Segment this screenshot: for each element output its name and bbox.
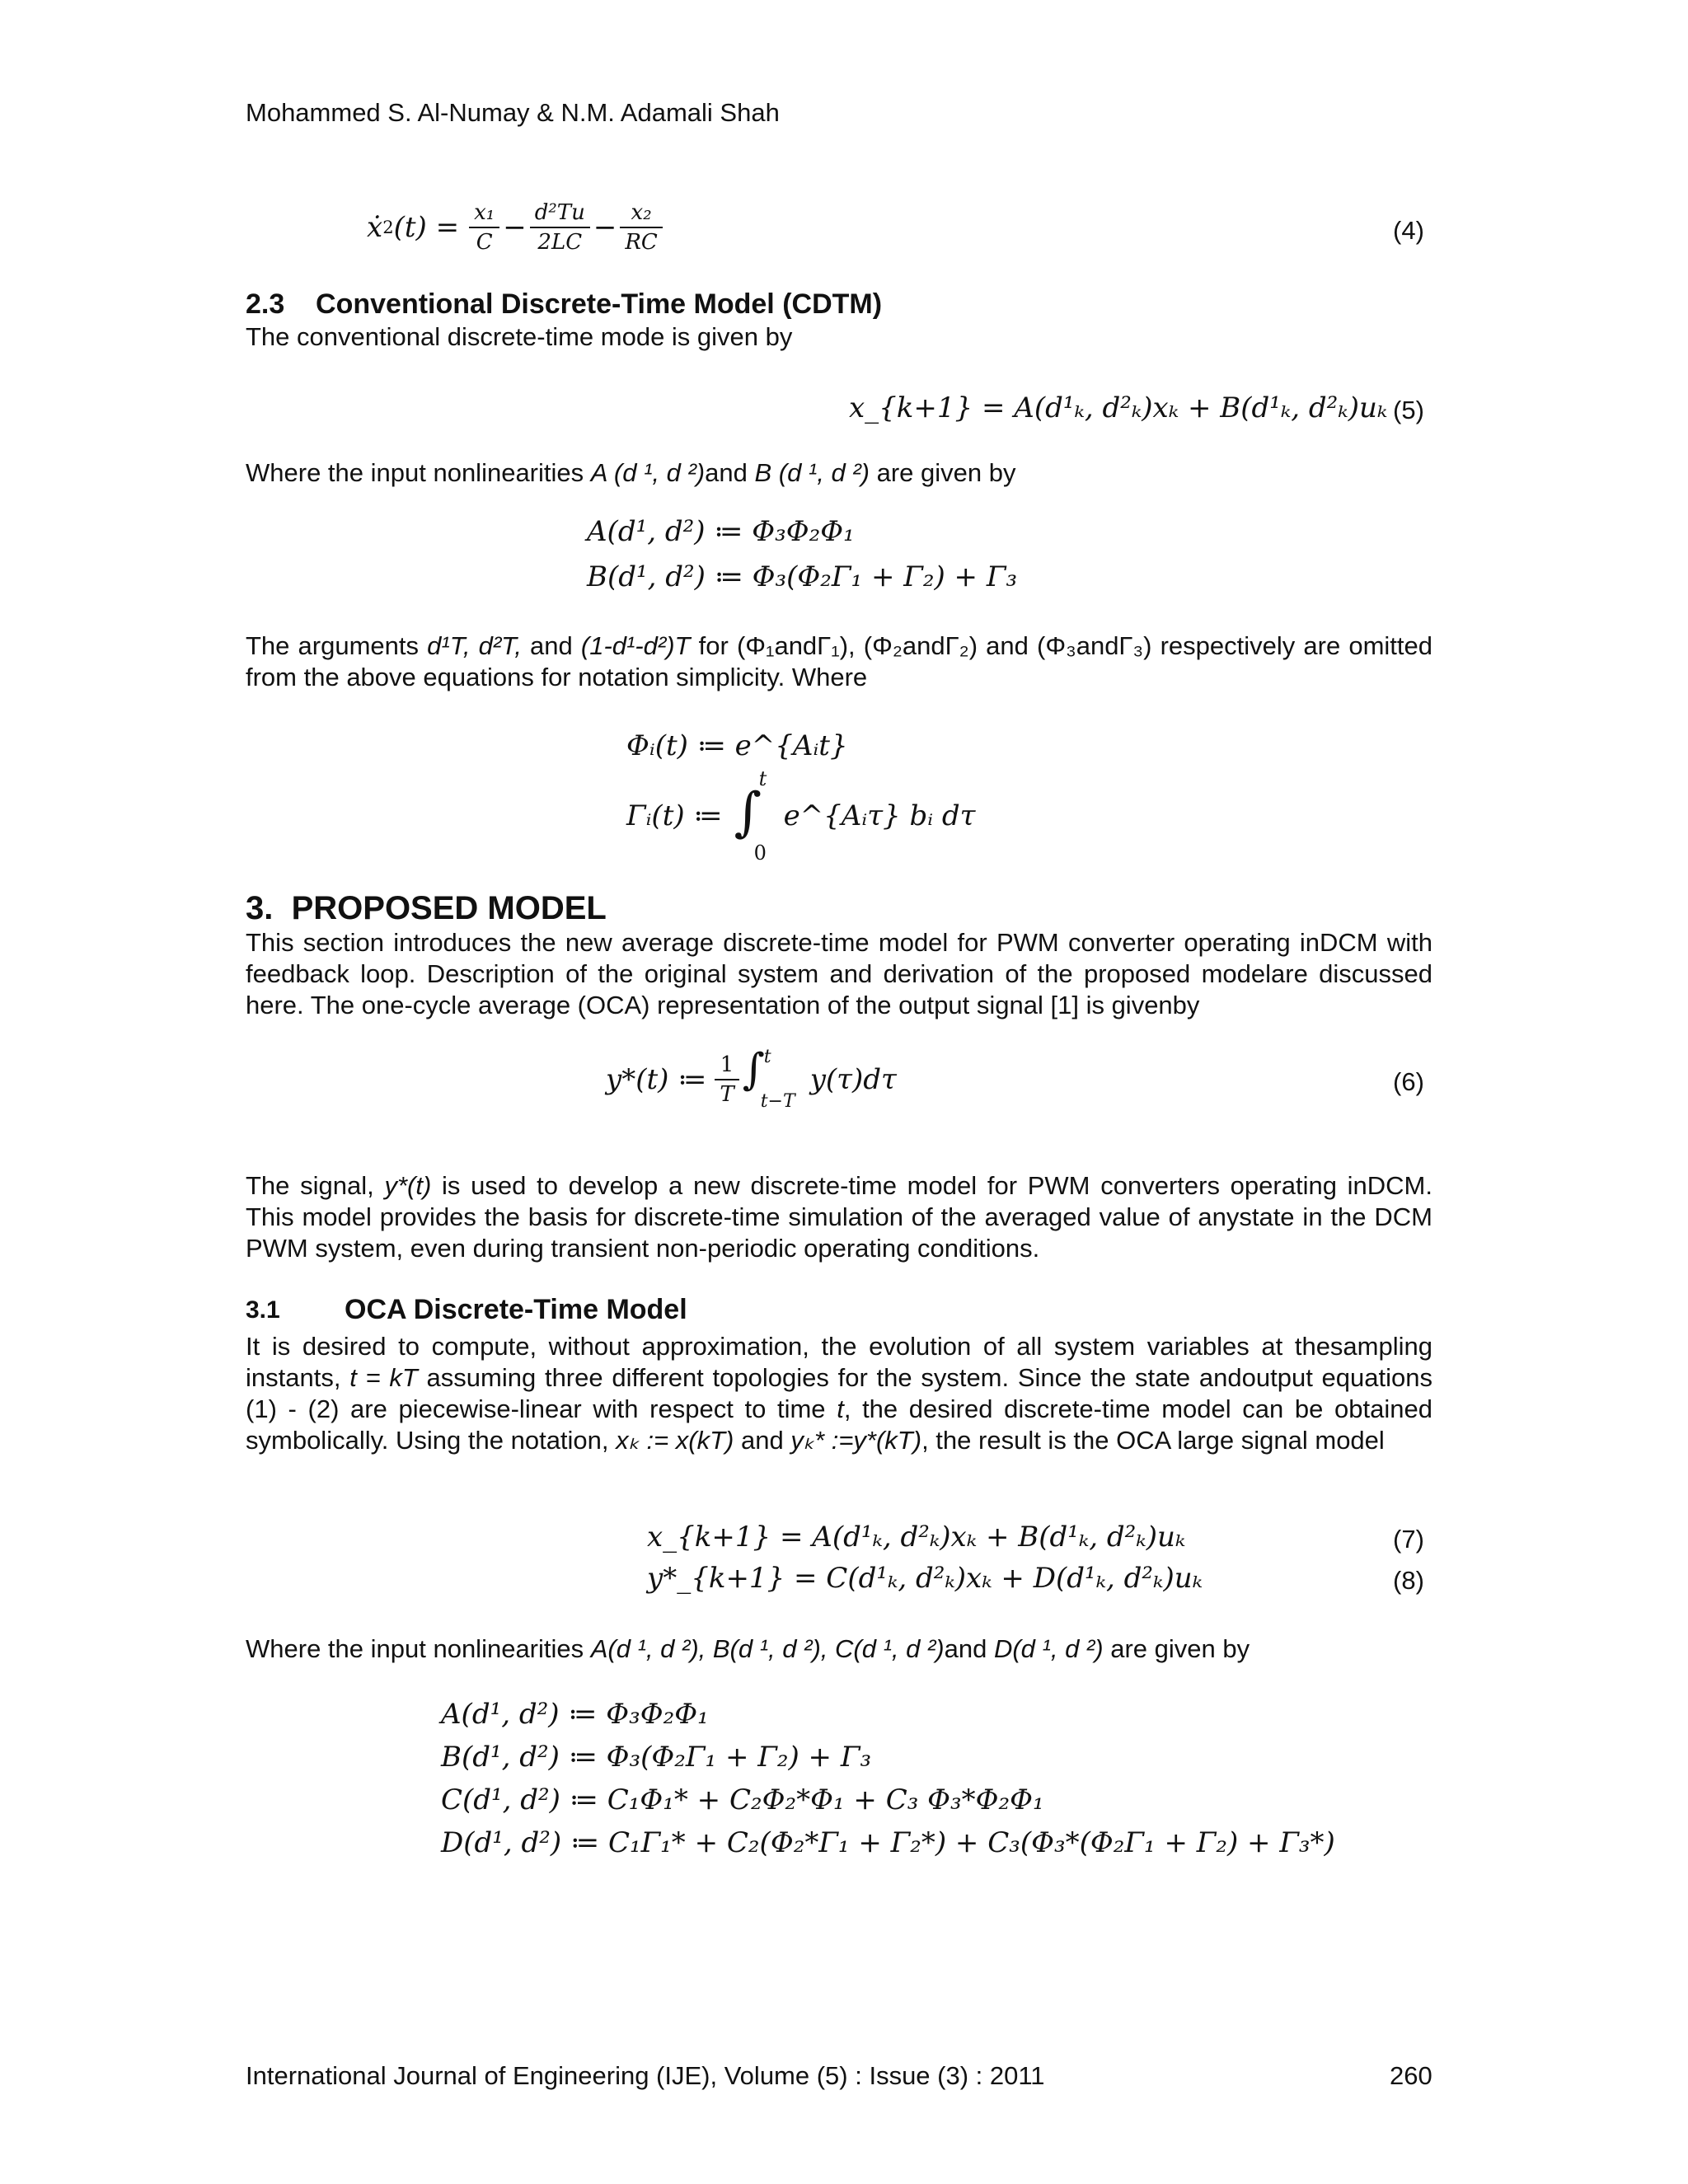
eq4-lhs: ẋ (367, 211, 383, 244)
equation-5-number: (5) (1393, 396, 1424, 424)
running-header: Mohammed S. Al-Numay & N.M. Adamali Shah (246, 98, 780, 127)
definition-gamma: Γᵢ(t) ≔ ∫ t 0 e^{Aᵢτ} bᵢ dτ (626, 767, 976, 865)
definition-phi: Φᵢ(t) ≔ e^{Aᵢt} (626, 729, 848, 762)
where-paragraph-2: Where the input nonlinearities A(d ¹, d ²), B(d ¹, d ²), C(d ¹, d ²)and D(d ¹, d ²) are given by (246, 1634, 1250, 1663)
definition-B-1: B(d¹, d²) ≔ Φ₃(Φ₂Γ₁ + Γ₂) + Γ₃ (587, 560, 1018, 593)
section-3-heading: 3. PROPOSED MODEL (246, 890, 607, 926)
where-paragraph-1: Where the input nonlinearities A (d ¹, d ²)and B (d ¹, d ²) are given by (246, 458, 1016, 487)
equation-4-number: (4) (1393, 216, 1424, 245)
section-3-1-heading: OCA Discrete-Time Model (345, 1294, 687, 1325)
equation-6-number: (6) (1393, 1067, 1424, 1096)
footer-page-number: 260 (1390, 2061, 1432, 2090)
footer-journal: International Journal of Engineering (IJE), Volume (5) : Issue (3) : 2011 (246, 2061, 1045, 2090)
section-3-paragraph: This section introduces the new average discrete-time model for PWM converter operating inDCM with feedback loop. Description of the original system and derivation of the proposed modelare discussed here. The one-cycle average (OCA) representation of the output signal [1] is givenby (246, 928, 1432, 1019)
eq4-lhs-arg: (t) = (393, 211, 460, 244)
signal-paragraph: The signal, y*(t) is used to develop a new discrete-time model for PWM converters operating inDCM. This model provides the basis for discrete-time simulation of the averaged value of anystate in the DCM PWM system, even during transient non-periodic operating conditions. (246, 1171, 1432, 1263)
equation-4: ẋ 2 (t) = $\frac{\text{x₁}}{C}$ − $\frac{\text{d²Tu}}{2LC}$ − $\frac{\text{x₂}}{RC}$ (367, 194, 666, 260)
definition-C: C(d¹, d²) ≔ C₁Φ₁* + C₂Φ₂*Φ₁ + C₃ Φ₃*Φ₂Φ₁ (441, 1783, 1044, 1816)
eq4-minus-1: − (503, 211, 527, 244)
equation-7: x_{k+1} = A(d¹ₖ, d²ₖ)xₖ + B(d¹ₖ, d²ₖ)uₖ (647, 1521, 1186, 1554)
definition-A-2: A(d¹, d²) ≔ Φ₃Φ₂Φ₁ (441, 1698, 709, 1731)
equation-6: y*(t) ≔ $\frac{1}{T}$ ∫ t t−T y(τ)dτ (606, 1045, 897, 1112)
section-2-3-heading: 2.3 Conventional Discrete-Time Model (CDTM) (246, 288, 883, 320)
eq4-term1: $\frac{\text{x₁}}{C}$ (469, 200, 499, 255)
equation-7-number: (7) (1393, 1525, 1424, 1554)
section-3-1-paragraph: It is desired to compute, without approximation, the evolution of all system variables at thesampling instants, t = kT assuming three different topologies for the system. Since the state andoutput equations (1) - (2) are piecewise-linear with respect to time t, the desired discrete-time model can be obtained symbolically. Using the notation, xₖ := x(kT) and yₖ* :=y*(kT), the result is the OCA large signal model (246, 1332, 1432, 1455)
equation-8: y*_{k+1} = C(d¹ₖ, d²ₖ)xₖ + D(d¹ₖ, d²ₖ)uₖ (647, 1562, 1203, 1595)
definition-D: D(d¹, d²) ≔ C₁Γ₁* + C₂(Φ₂*Γ₁ + Γ₂*) + C₃(Φ₃*(Φ₂Γ₁ + Γ₂) + Γ₃*) (441, 1826, 1335, 1859)
definition-B-2: B(d¹, d²) ≔ Φ₃(Φ₂Γ₁ + Γ₂) + Γ₃ (441, 1741, 872, 1774)
eq4-term2: $\frac{\text{d²Tu}}{2LC}$ (530, 200, 590, 255)
eq4-term3: $\frac{\text{x₂}}{RC}$ (620, 200, 662, 255)
section-3-1-number: 3.1 (246, 1296, 280, 1324)
equation-8-number: (8) (1393, 1566, 1424, 1595)
definition-A-1: A(d¹, d²) ≔ Φ₃Φ₂Φ₁ (587, 515, 855, 548)
integral-upper-limit: t (758, 767, 767, 790)
integral-lower-limit: 0 (753, 841, 767, 865)
section-2-3-intro: The conventional discrete-time mode is given by (246, 322, 793, 351)
eq4-minus-2: − (593, 211, 617, 244)
integral-sign: ∫ (734, 782, 762, 843)
arguments-paragraph: The arguments d¹T, d²T, and (1-d¹-d²)T for (Φ₁andΓ₁), (Φ₂andΓ₂) and (Φ₃andΓ₃) respectively are omitted from the above equations for notation simplicity. Where (246, 631, 1433, 691)
equation-5: x_{k+1} = A(d¹ₖ, d²ₖ)xₖ + B(d¹ₖ, d²ₖ)uₖ (849, 391, 1388, 424)
eq6-fraction: $\frac{1}{T}$ (715, 1052, 738, 1107)
